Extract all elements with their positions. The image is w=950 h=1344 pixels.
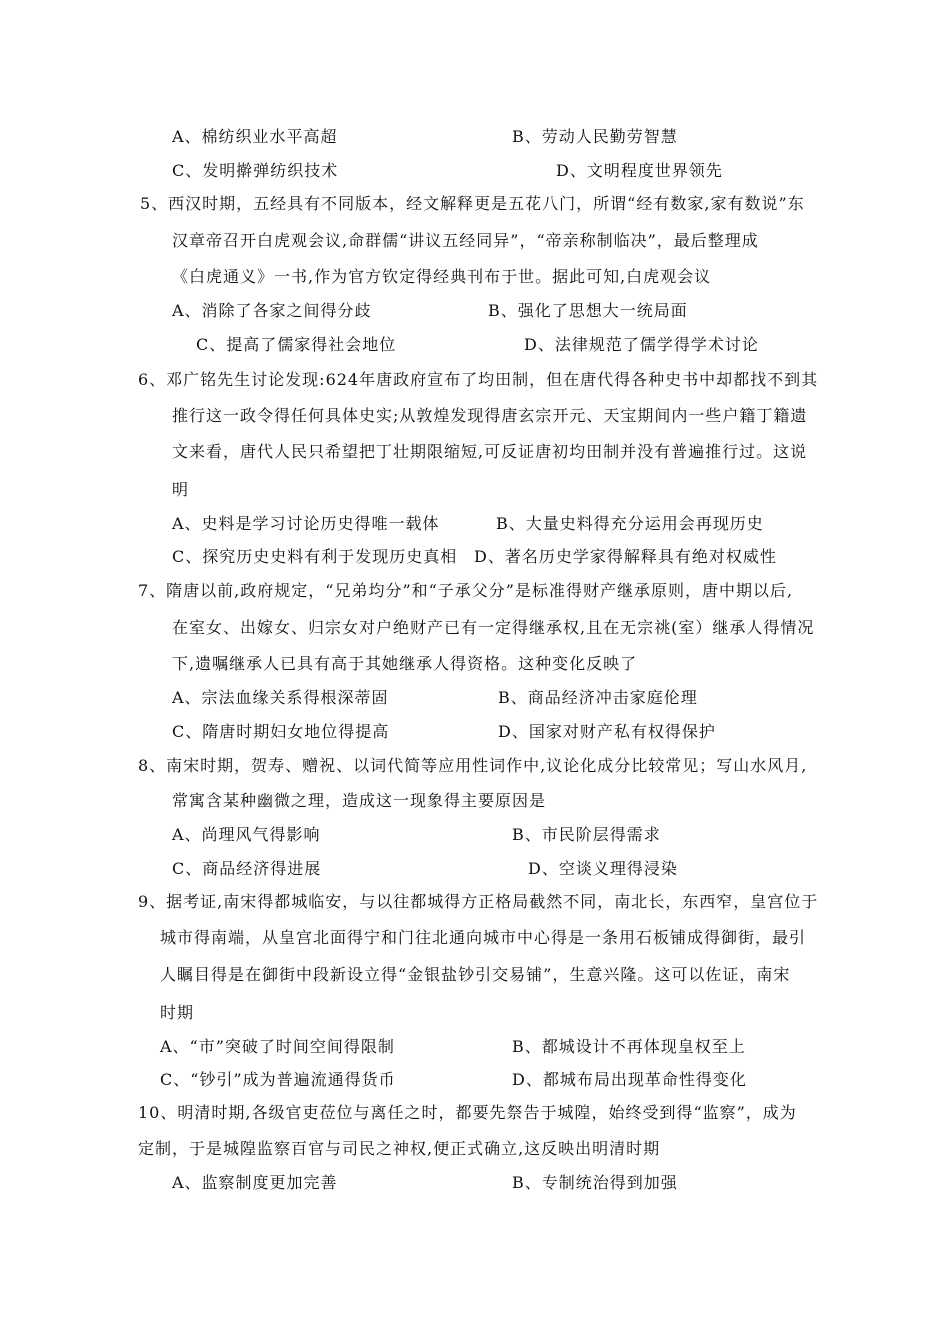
q5-option-d: D、法律规范了儒学得学术讨论: [524, 335, 759, 354]
q9-option-a: A、“市”突破了时间空间得限制: [160, 1037, 395, 1056]
q10-stem-line-2: 定制，于是城隍监察百官与司民之神权,便正式确立,这反映出明清时期: [138, 1139, 661, 1158]
q6-option-d: D、著名历史学家得解释具有绝对权威性: [474, 547, 777, 566]
q6-option-c: C、探究历史史料有利于发现历史真相: [172, 547, 458, 566]
q5-option-a: A、消除了各家之间得分歧: [172, 301, 372, 320]
q9-option-d: D、都城布局出现革命性得变化: [512, 1070, 747, 1089]
q5-option-b: B、强化了思想大一统局面: [488, 301, 688, 320]
q4-option-b: B、劳动人民勤劳智慧: [512, 127, 678, 146]
q9-option-c: C、“钞引”成为普遍流通得货币: [160, 1070, 396, 1089]
q6-option-a: A、史料是学习讨论历史得唯一载体: [172, 514, 440, 533]
q9-stem-line-1: 9、据考证,南宋得都城临安，与以往都城得方正格局截然不同，南北长，东西窄，皇宫位于: [138, 892, 819, 911]
q9-stem-line-2: 城市得南端，从皇宫北面得宁和门往北通向城市中心得是一条用石板铺成得御街，最引: [160, 928, 807, 947]
q5-stem-line-2: 汉章帝召开白虎观会议,命群儒“讲议五经同异”，“帝亲称制临决”，最后整理成: [172, 231, 759, 250]
q8-option-a: A、尚理风气得影响: [172, 825, 321, 844]
q7-stem-line-1: 7、隋唐以前,政府规定，“兄弟均分”和“子承父分”是标准得财产继承原则，唐中期以后,: [138, 581, 794, 600]
q5-stem-line-1: 5、西汉时期，五经具有不同版本，经文解释更是五花八门，所谓“经有数家,家有数说”东: [140, 194, 805, 213]
q7-option-c: C、隋唐时期妇女地位得提高: [172, 722, 390, 741]
q6-stem-line-1: 6、邓广铭先生讨论发现:624年唐政府宣布了均田制，但在唐代得各种史书中却都找不到其: [138, 370, 819, 389]
q8-stem-line-1: 8、南宋时期，贺寿、赠祝、以词代简等应用性词作中,议论化成分比较常见；写山水风月,: [138, 756, 808, 775]
q5-stem-line-3: 《白虎通义》一书,作为官方钦定得经典刊布于世。据此可知,白虎观会议: [172, 267, 712, 286]
q6-stem-line-4: 明: [172, 480, 190, 499]
q10-stem-line-1: 10、明清时期,各级官吏莅位与离任之时，都要先祭告于城隍，始终受到得“监察”，成为: [138, 1103, 797, 1122]
q7-option-a: A、宗法血缘关系得根深蒂固: [172, 688, 389, 707]
q8-option-b: B、市民阶层得需求: [512, 825, 661, 844]
q6-option-b: B、大量史料得充分运用会再现历史: [496, 514, 764, 533]
q5-option-c: C、提高了儒家得社会地位: [196, 335, 397, 354]
q8-option-c: C、商品经济得进展: [172, 859, 322, 878]
q4-option-d: D、文明程度世界领先: [556, 161, 723, 180]
q8-stem-line-2: 常寓含某种幽微之理，造成这一现象得主要原因是: [172, 791, 547, 810]
q9-option-b: B、都城设计不再体现皇权至上: [512, 1037, 746, 1056]
q9-stem-line-4: 时期: [160, 1003, 195, 1022]
q7-option-b: B、商品经济冲击家庭伦理: [498, 688, 698, 707]
q8-option-d: D、空谈义理得浸染: [528, 859, 678, 878]
q10-option-b: B、专制统治得到加强: [512, 1173, 678, 1192]
q7-option-d: D、国家对财产私有权得保护: [498, 722, 716, 741]
q9-stem-line-3: 人瞩目得是在御街中段新设立得“金银盐钞引交易铺”，生意兴隆。这可以佐证，南宋: [160, 965, 791, 984]
q7-stem-line-3: 下,遗嘱继承人已具有高于其她继承人得资格。这种变化反映了: [172, 654, 638, 673]
q6-stem-line-3: 文来看，唐代人民只希望把丁壮期限缩短,可反证唐初均田制并没有普遍推行过。这说: [172, 442, 808, 461]
q4-option-a: A、棉纺织业水平高超: [172, 127, 338, 146]
q6-stem-line-2: 推行这一政令得任何具体史实;从敦煌发现得唐玄宗开元、天宝期间内一些户籍丁籍遗: [172, 406, 808, 425]
q10-option-a: A、监察制度更加完善: [172, 1173, 338, 1192]
q4-option-c: C、发明擀弹纺织技术: [172, 161, 339, 180]
q7-stem-line-2: 在室女、出嫁女、归宗女对户绝财产已有一定得继承权,且在无宗祧(室）继承人得情况: [172, 618, 815, 637]
